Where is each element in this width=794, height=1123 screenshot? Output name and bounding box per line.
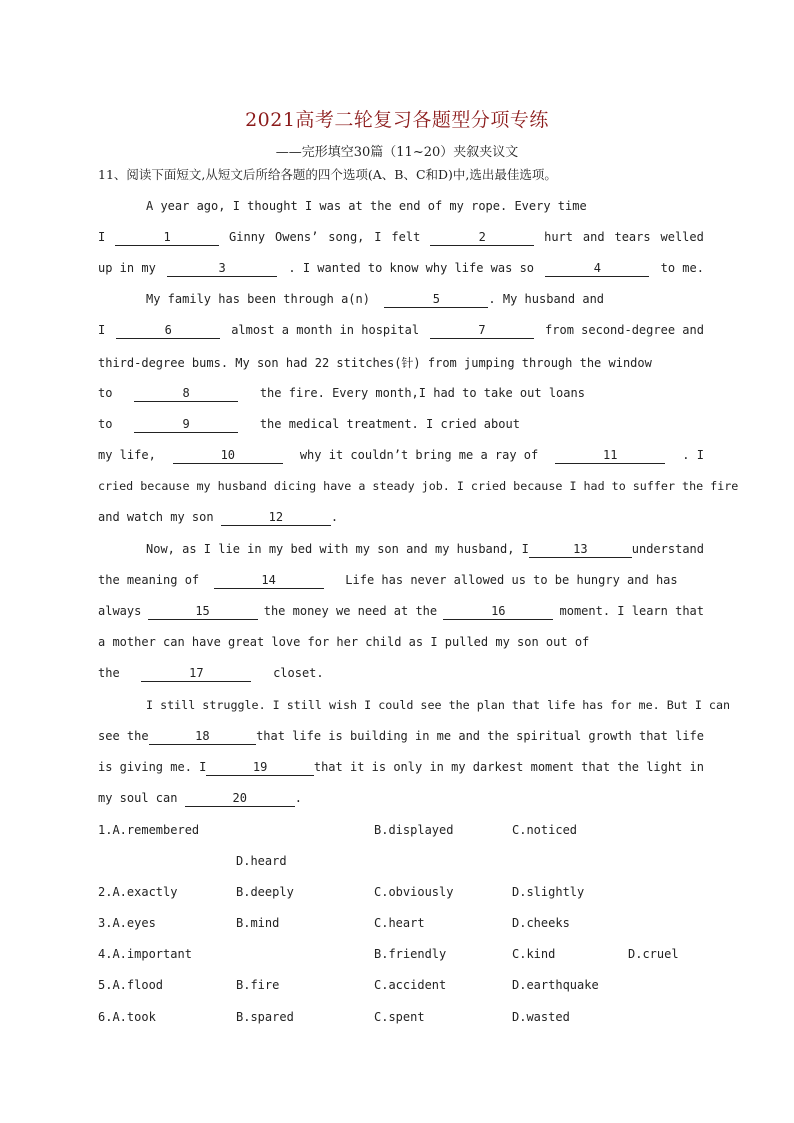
blank-14: 14 bbox=[214, 573, 324, 589]
passage-line: Now, as I lie in my bed with my son and my husband, I 13 understand bbox=[146, 542, 704, 556]
option-3a: 3.A.eyes bbox=[98, 916, 156, 930]
blank-16: 16 bbox=[443, 604, 553, 620]
blank-12: 12 bbox=[221, 510, 331, 526]
option-3b: B.mind bbox=[236, 916, 280, 930]
blank-7: 7 bbox=[430, 323, 534, 339]
option-4a: 4.A.important bbox=[98, 947, 192, 961]
option-2d: D.slightly bbox=[512, 885, 585, 899]
passage-line: my life, 10 why it couldn’t bring me a ray of 11 . I bbox=[98, 448, 704, 462]
option-5c: C.accident bbox=[374, 978, 447, 992]
option-1c: C.noticed bbox=[512, 823, 578, 837]
passage-line: I 6 almost a month in hospital 7 from second-degree and bbox=[98, 323, 704, 337]
passage-line: is giving me. I 19 that it is only in my darkest moment that the light in bbox=[98, 760, 704, 774]
option-2b: B.deeply bbox=[236, 885, 294, 899]
blank-18: 18 bbox=[149, 729, 256, 745]
option-3d: D.cheeks bbox=[512, 916, 570, 930]
option-5d: D.earthquake bbox=[512, 978, 599, 992]
option-6c: C.spent bbox=[374, 1010, 425, 1024]
passage-line: the 17 closet. bbox=[98, 666, 324, 680]
blank-1: 1 bbox=[115, 230, 219, 246]
blank-11: 11 bbox=[555, 448, 665, 464]
blank-13: 13 bbox=[529, 542, 632, 558]
passage-line: to 9 the medical treatment. I cried about bbox=[98, 417, 520, 431]
passage-line: the meaning of 14 Life has never allowed us to be hungry and has bbox=[98, 573, 678, 587]
option-4c: C.kind bbox=[512, 947, 556, 961]
blank-3: 3 bbox=[167, 261, 277, 277]
passage-line: to 8 the fire. Every month,I had to take out loans bbox=[98, 386, 585, 400]
option-6a: 6.A.took bbox=[98, 1010, 156, 1024]
option-6d: D.wasted bbox=[512, 1010, 570, 1024]
option-4b: B.friendly bbox=[374, 947, 447, 961]
passage-line: always 15 the money we need at the 16 moment. I learn that bbox=[98, 604, 704, 618]
blank-4: 4 bbox=[545, 261, 649, 277]
option-6b: B.spared bbox=[236, 1010, 294, 1024]
passage-line: cried because my husband dicing have a steady job. I cried because I had to suffer the fire bbox=[98, 479, 739, 493]
passage-line: and watch my son 12 . bbox=[98, 510, 339, 524]
passage-line: A year ago, I thought I was at the end of my rope. Every time bbox=[146, 199, 587, 213]
option-1b: B.displayed bbox=[374, 823, 454, 837]
question-instruction: 11、阅读下面短文,从短文后所给各题的四个选项(A、B、C和D)中,选出最佳选项。 bbox=[98, 167, 557, 182]
blank-10: 10 bbox=[173, 448, 283, 464]
blank-2: 2 bbox=[430, 230, 534, 246]
document-subtitle: ——完形填空30篇（11~20）夹叙夹议文 bbox=[275, 145, 519, 160]
passage-line: third-degree bums. My son had 22 stitches(针) from jumping through the window bbox=[98, 356, 652, 370]
blank-9: 9 bbox=[134, 417, 238, 433]
option-5a: 5.A.flood bbox=[98, 978, 164, 992]
option-2a: 2.A.exactly bbox=[98, 885, 178, 899]
option-5b: B.fire bbox=[236, 978, 280, 992]
passage-line: a mother can have great love for her child as I pulled my son out of bbox=[98, 635, 590, 649]
option-3c: C.heart bbox=[374, 916, 425, 930]
blank-17: 17 bbox=[141, 666, 251, 682]
passage-line: My family has been through a(n) 5 . My husband and bbox=[146, 292, 605, 306]
passage-line: I 1 Ginny Owens’ song, I felt 2 hurt and tears welled bbox=[98, 230, 704, 244]
option-4d: D.cruel bbox=[628, 947, 679, 961]
blank-15: 15 bbox=[148, 604, 258, 620]
blank-6: 6 bbox=[116, 323, 220, 339]
option-1d: D.heard bbox=[236, 854, 287, 868]
passage-line: my soul can 20 . bbox=[98, 791, 302, 805]
document-title: 2021高考二轮复习各题型分项专练 bbox=[245, 109, 549, 131]
option-1a: 1.A.remembered bbox=[98, 823, 200, 837]
blank-8: 8 bbox=[134, 386, 238, 402]
passage-line: I still struggle. I still wish I could see the plan that life has for me. But I can bbox=[146, 698, 731, 712]
blank-20: 20 bbox=[185, 791, 295, 807]
passage-line: see the 18 that life is building in me and the spiritual growth that life bbox=[98, 729, 704, 743]
blank-19: 19 bbox=[206, 760, 313, 776]
option-2c: C.obviously bbox=[374, 885, 454, 899]
passage-line: up in my 3 . I wanted to know why life was so 4 to me. bbox=[98, 261, 704, 275]
blank-5: 5 bbox=[384, 292, 488, 308]
